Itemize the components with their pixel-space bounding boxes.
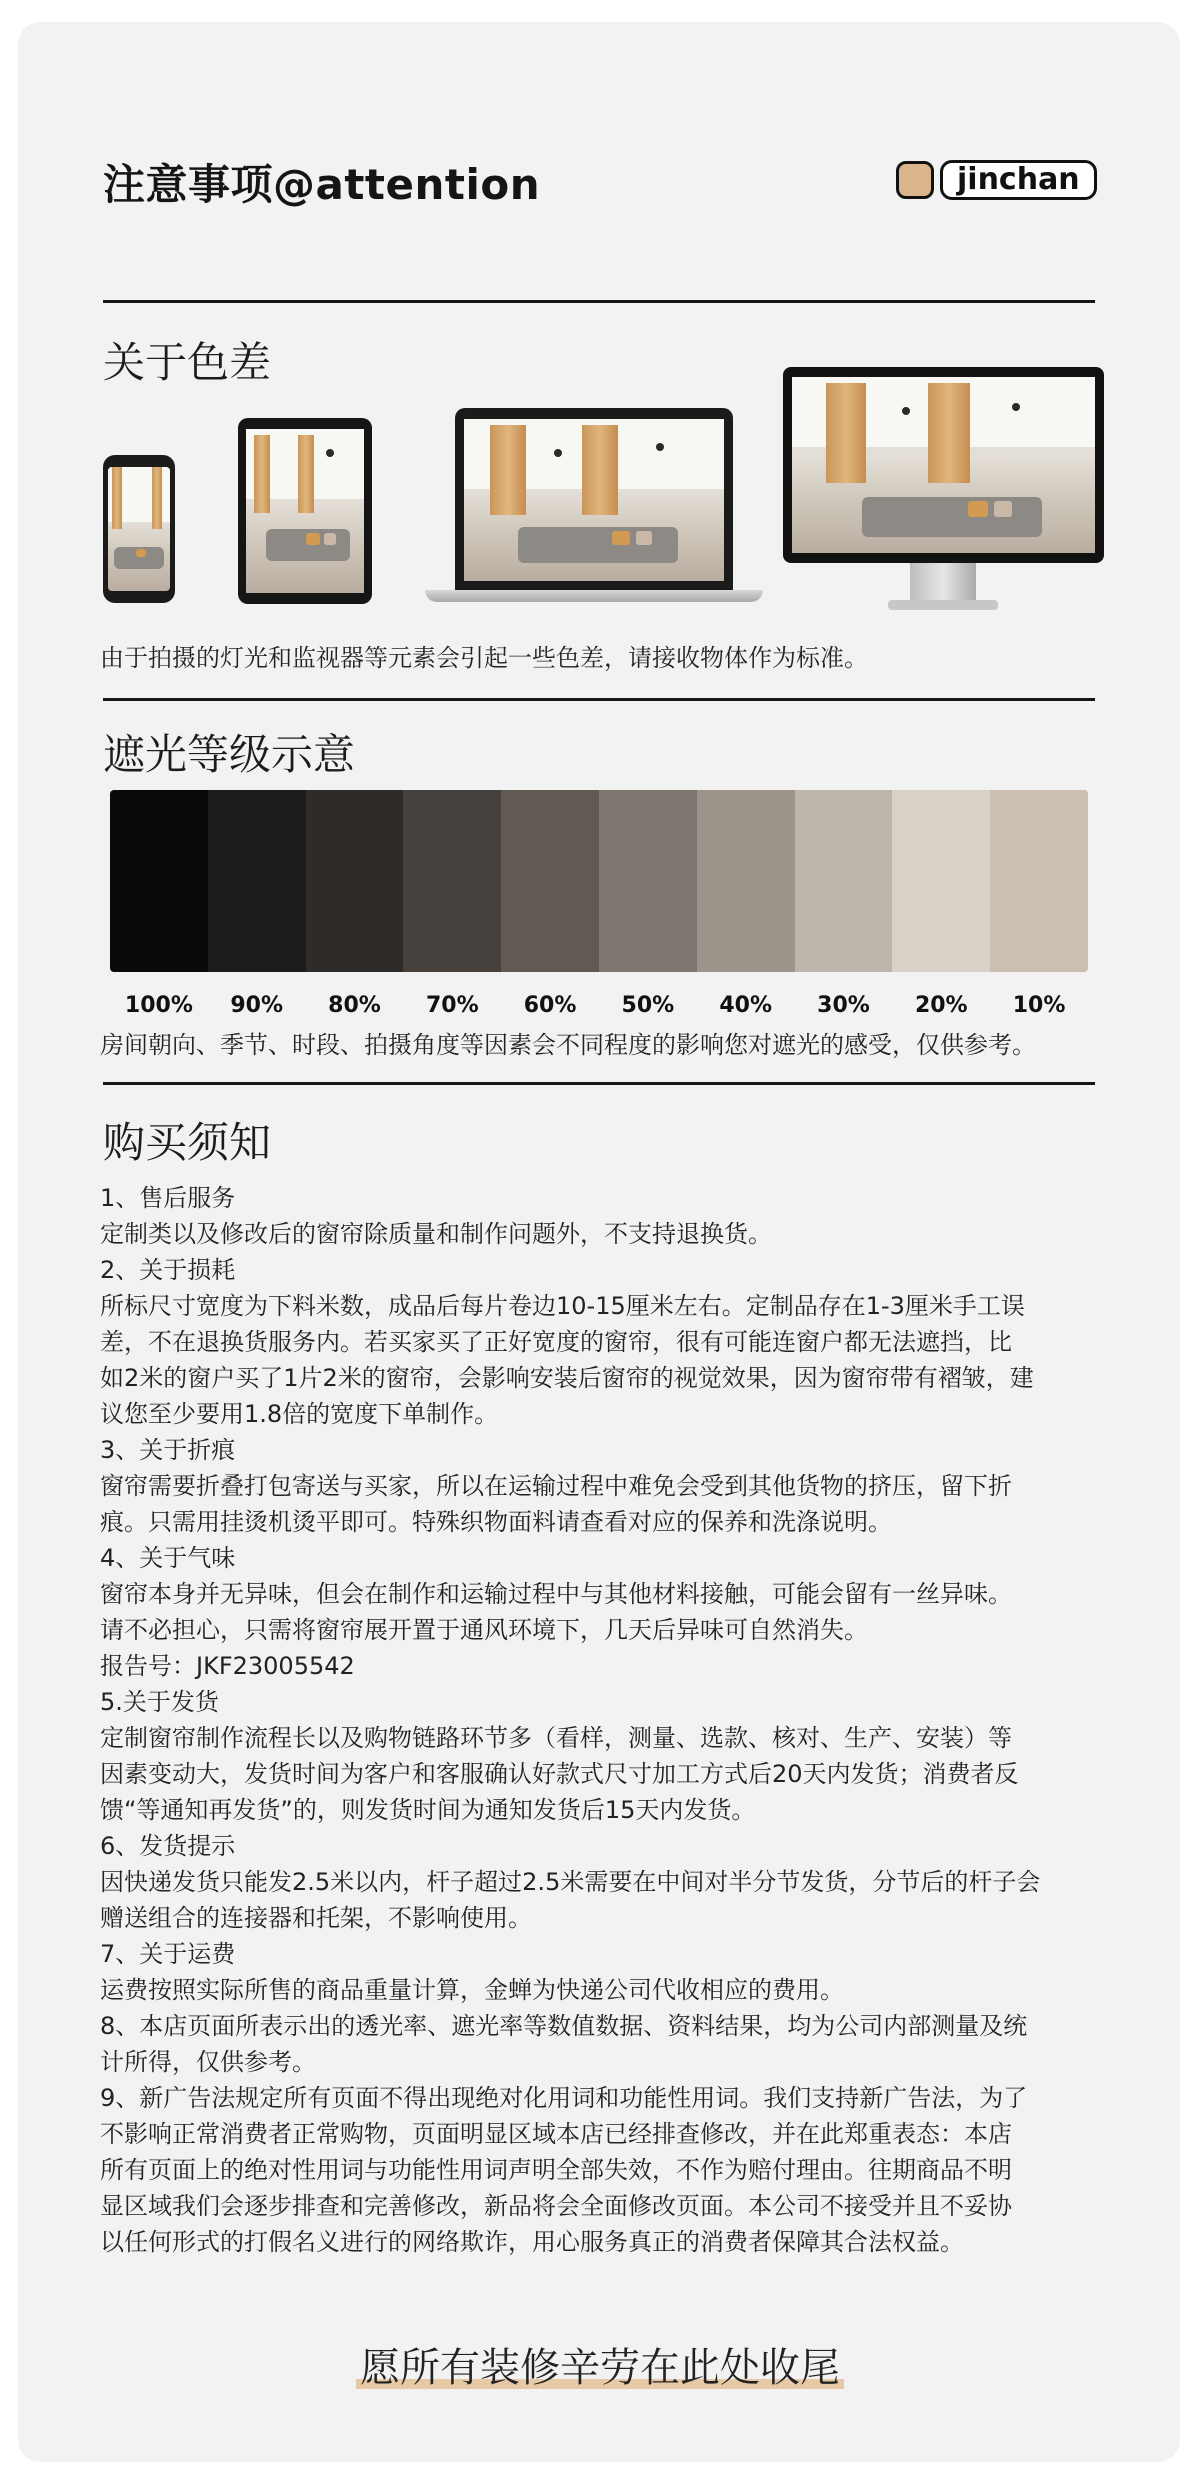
notice-line: 5.关于发货 — [100, 1688, 219, 1716]
notice-line: 所有页面上的绝对性用词与功能性用词声明全部失效，不作为赔付理由。往期商品不明 — [100, 2156, 1012, 2184]
notice-line: 所标尺寸宽度为下料米数，成品后每片卷边10-15厘米左右。定制品存在1-3厘米手工误 — [100, 1292, 1025, 1320]
shade-segment-40 — [697, 790, 795, 972]
shading-note: 房间朝向、季节、时段、拍摄角度等因素会不同程度的影响您对遮光的感受，仅供参考。 — [100, 1031, 1036, 1059]
shade-segment-80 — [306, 790, 404, 972]
purchase-notice-list — [100, 1180, 1100, 2260]
page-title: 注意事项@attention — [103, 160, 541, 209]
phone-screen-image — [108, 467, 170, 591]
shade-label: 50% — [621, 993, 675, 1018]
notice-line: 1、售后服务 — [100, 1184, 236, 1212]
footer-slogan — [356, 2336, 844, 2393]
shade-segment-20 — [892, 790, 990, 972]
shade-label: 30% — [817, 993, 870, 1018]
color-diff-title: 关于色差 — [103, 338, 272, 387]
notice-line: 议您至少要用1.8倍的宽度下单制作。 — [100, 1400, 499, 1428]
shade-segment-10 — [990, 790, 1088, 972]
notice-line: 2、关于损耗 — [100, 1256, 236, 1284]
notice-line: 赠送组合的连接器和托架，不影响使用。 — [100, 1904, 532, 1932]
monitor-device — [783, 367, 1104, 563]
notice-line: 定制窗帘制作流程长以及购物链路环节多（看样，测量、选款、核对、生产、安装）等 — [100, 1724, 1012, 1752]
shade-segment-90 — [208, 790, 306, 972]
tablet-device — [238, 418, 372, 604]
shade-label: 70% — [425, 993, 479, 1018]
phone-device — [103, 455, 175, 603]
notice-line: 6、发货提示 — [100, 1832, 236, 1860]
laptop-base — [425, 590, 763, 602]
shading-strip-image — [110, 790, 1088, 972]
shade-label: 40% — [719, 993, 773, 1018]
footer-text: 愿所有装修辛劳在此处收尾 — [360, 2345, 840, 2391]
shading-title: 遮光等级示意 — [103, 730, 356, 779]
notice-line: 8、本店页面所表示出的透光率、遮光率等数值数据、资料结果，均为公司内部测量及统 — [100, 2012, 1028, 2040]
monitor-stand — [910, 563, 976, 603]
monitor-foot — [888, 600, 998, 610]
shade-label: 80% — [328, 993, 381, 1018]
shade-label: 60% — [523, 993, 577, 1018]
notice-line: 因快递发货只能发2.5米以内，杆子超过2.5米需要在中间对半分节发货，分节后的杆子会 — [100, 1868, 1041, 1896]
notice-line: 计所得，仅供参考。 — [100, 2048, 316, 2076]
purchase-title: 购买须知 — [103, 1118, 272, 1167]
shade-label: 90% — [230, 993, 284, 1018]
notice-line: 以任何形式的打假名义进行的网络欺诈，用心服务真正的消费者保障其合法权益。 — [100, 2228, 964, 2256]
notice-line: 4、关于气味 — [100, 1544, 236, 1572]
laptop-screen-image — [464, 419, 724, 581]
monitor-screen-image — [792, 377, 1095, 553]
notice-line: 痕。只需用挂烫机烫平即可。特殊织物面料请查看对应的保养和洗涤说明。 — [100, 1508, 892, 1536]
notice-line: 差，不在退换货服务内。若买家买了正好宽度的窗帘，很有可能连窗户都无法遮挡，比 — [100, 1328, 1012, 1356]
divider — [103, 1082, 1095, 1085]
shade-label: 10% — [1012, 993, 1066, 1018]
notice-line: 运费按照实际所售的商品重量计算，金蝉为快递公司代收相应的费用。 — [100, 1976, 844, 2004]
shade-segment-60 — [501, 790, 599, 972]
brand-badge — [896, 160, 1097, 200]
footer — [0, 2336, 1200, 2393]
brand-swatch — [896, 161, 934, 199]
shade-label: 20% — [914, 993, 968, 1018]
shade-segment-30 — [795, 790, 893, 972]
notice-line: 如2米的窗户买了1片2米的窗帘，会影响安装后窗帘的视觉效果，因为窗帘带有褶皱，建 — [100, 1364, 1034, 1392]
notice-line: 报告号：JKF23005542 — [100, 1652, 355, 1680]
notice-line: 9、新广告法规定所有页面不得出现绝对化用词和功能性用词。我们支持新广告法，为了 — [100, 2084, 1028, 2112]
notice-line: 3、关于折痕 — [100, 1436, 236, 1464]
notice-line: 7、关于运费 — [100, 1940, 236, 1968]
shading-labels — [110, 993, 1088, 1018]
laptop-device — [455, 408, 733, 590]
notice-line: 因素变动大，发货时间为客户和客服确认好款式尺寸加工方式后20天内发货；消费者反 — [100, 1760, 1019, 1788]
color-diff-note: 由于拍摄的灯光和监视器等元素会引起一些色差，请接收物体作为标准。 — [100, 644, 868, 672]
notice-line: 显区域我们会逐步排查和完善修改，新品将会全面修改页面。本公司不接受并且不妥协 — [100, 2192, 1012, 2220]
notice-line: 馈“等通知再发货”的，则发货时间为通知发货后15天内发货。 — [100, 1796, 756, 1824]
notice-line: 不影响正常消费者正常购物，页面明显区域本店已经排查修改，并在此郑重表态：本店 — [100, 2120, 1012, 2148]
shade-segment-100 — [110, 790, 208, 972]
divider — [103, 300, 1095, 303]
notice-line: 窗帘本身并无异味，但会在制作和运输过程中与其他材料接触，可能会留有一丝异味。 — [100, 1580, 1012, 1608]
notice-line: 窗帘需要折叠打包寄送与买家，所以在运输过程中难免会受到其他货物的挤压，留下折 — [100, 1472, 1012, 1500]
tablet-screen-image — [246, 429, 364, 593]
notice-line: 定制类以及修改后的窗帘除质量和制作问题外，不支持退换货。 — [100, 1220, 772, 1248]
shade-segment-50 — [599, 790, 697, 972]
brand-name: jinchan — [940, 160, 1097, 200]
divider — [103, 698, 1095, 701]
shade-segment-70 — [403, 790, 501, 972]
shade-label: 100% — [124, 993, 193, 1018]
notice-line: 请不必担心，只需将窗帘展开置于通风环境下，几天后异味可自然消失。 — [100, 1616, 868, 1644]
